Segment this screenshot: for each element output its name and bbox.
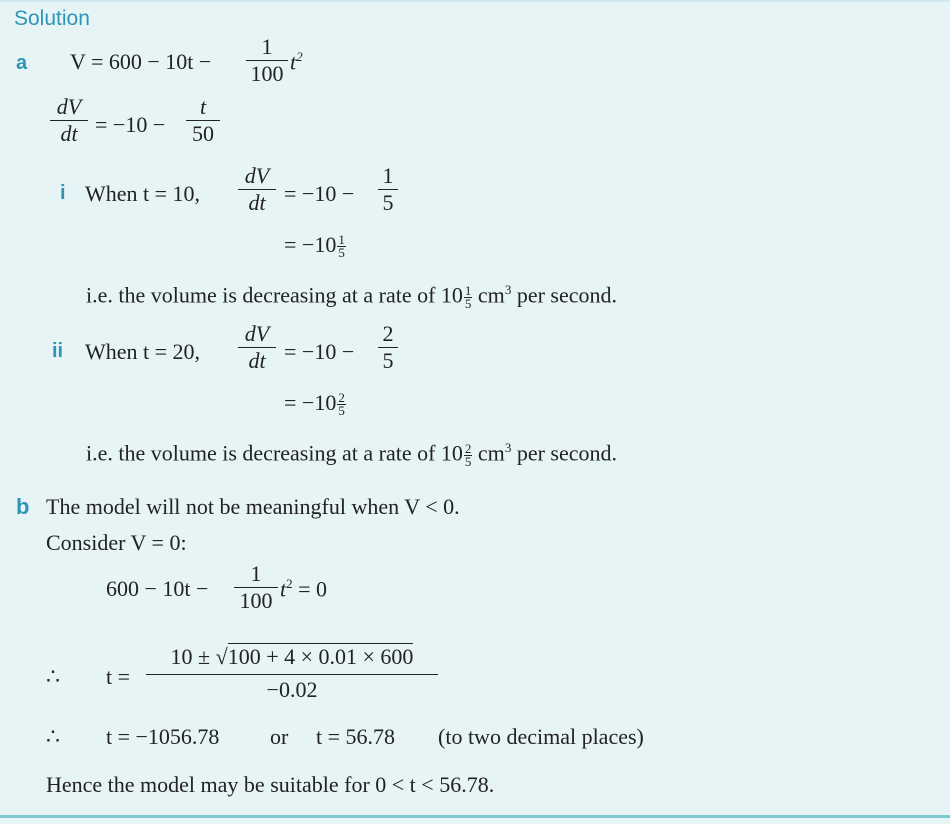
- part-b-conclusion: Hence the model may be suitable for 0 < t < 56.78.: [46, 772, 495, 797]
- sub-ii-eq: = −10 −: [284, 339, 355, 364]
- part-a-label: a: [16, 52, 28, 74]
- bottom-divider: [0, 815, 950, 818]
- solution-heading: Solution: [14, 7, 90, 30]
- derivative-dvdt: dV dt: [50, 94, 88, 147]
- solution-note: (to two decimal places): [438, 724, 644, 749]
- therefore-symbol-2: ∴: [46, 724, 60, 749]
- volume-model-lhs: V = 600 − 10t −: [70, 49, 212, 74]
- volume-model-tail: $t^2$: [290, 49, 303, 75]
- derivative-eq: = −10 −: [95, 112, 166, 137]
- solution-or: or: [270, 724, 289, 749]
- part-b-equation-fraction: 1 100: [234, 561, 278, 614]
- sub-i-label: i: [60, 182, 66, 204]
- sub-i-dvdt: dV dt: [238, 163, 276, 216]
- quadratic-formula: 10 ± √100 + 4 × 0.01 × 600 −0.02: [146, 644, 438, 703]
- derivative-fraction: t 50: [186, 94, 220, 147]
- quadratic-lhs: t =: [106, 664, 131, 689]
- sub-ii-when: When t = 20,: [85, 339, 201, 364]
- part-b-label: b: [16, 494, 30, 519]
- top-divider: [0, 0, 950, 2]
- solution-t1: t = −1056.78: [106, 724, 220, 749]
- sub-i-result: = −10 $\frac{1}{5}$: [284, 232, 345, 261]
- part-b-equation-lhs: 600 − 10t −: [106, 576, 209, 601]
- sub-ii-result: = −10 $\frac{2}{5}$: [284, 390, 345, 419]
- therefore-symbol-1: ∴: [46, 664, 60, 689]
- volume-model-fraction: 1 100: [246, 34, 288, 87]
- part-b-line1: The model will not be meaningful when V < 0.: [46, 494, 460, 519]
- sub-ii-label: ii: [52, 340, 64, 362]
- part-b-equation-tail: $t^2 = 0$: [280, 576, 328, 602]
- sub-i-conclusion: i.e. the volume is decreasing at a rate of 10 $\frac{1}{5}$ $cm^3$ per second.: [86, 282, 617, 311]
- sub-ii-dvdt: dV dt: [238, 321, 276, 374]
- solution-t2: t = 56.78: [316, 724, 396, 749]
- sub-ii-conclusion: i.e. the volume is decreasing at a rate of 10 $\frac{2}{5}$ $cm^3$ per second.: [86, 440, 617, 469]
- sub-i-fraction: 1 5: [378, 163, 398, 216]
- sub-ii-fraction: 2 5: [378, 321, 398, 374]
- sub-i-when: When t = 10,: [85, 181, 201, 206]
- sub-i-eq: = −10 −: [284, 181, 355, 206]
- part-b-line2: Consider V = 0:: [46, 530, 187, 555]
